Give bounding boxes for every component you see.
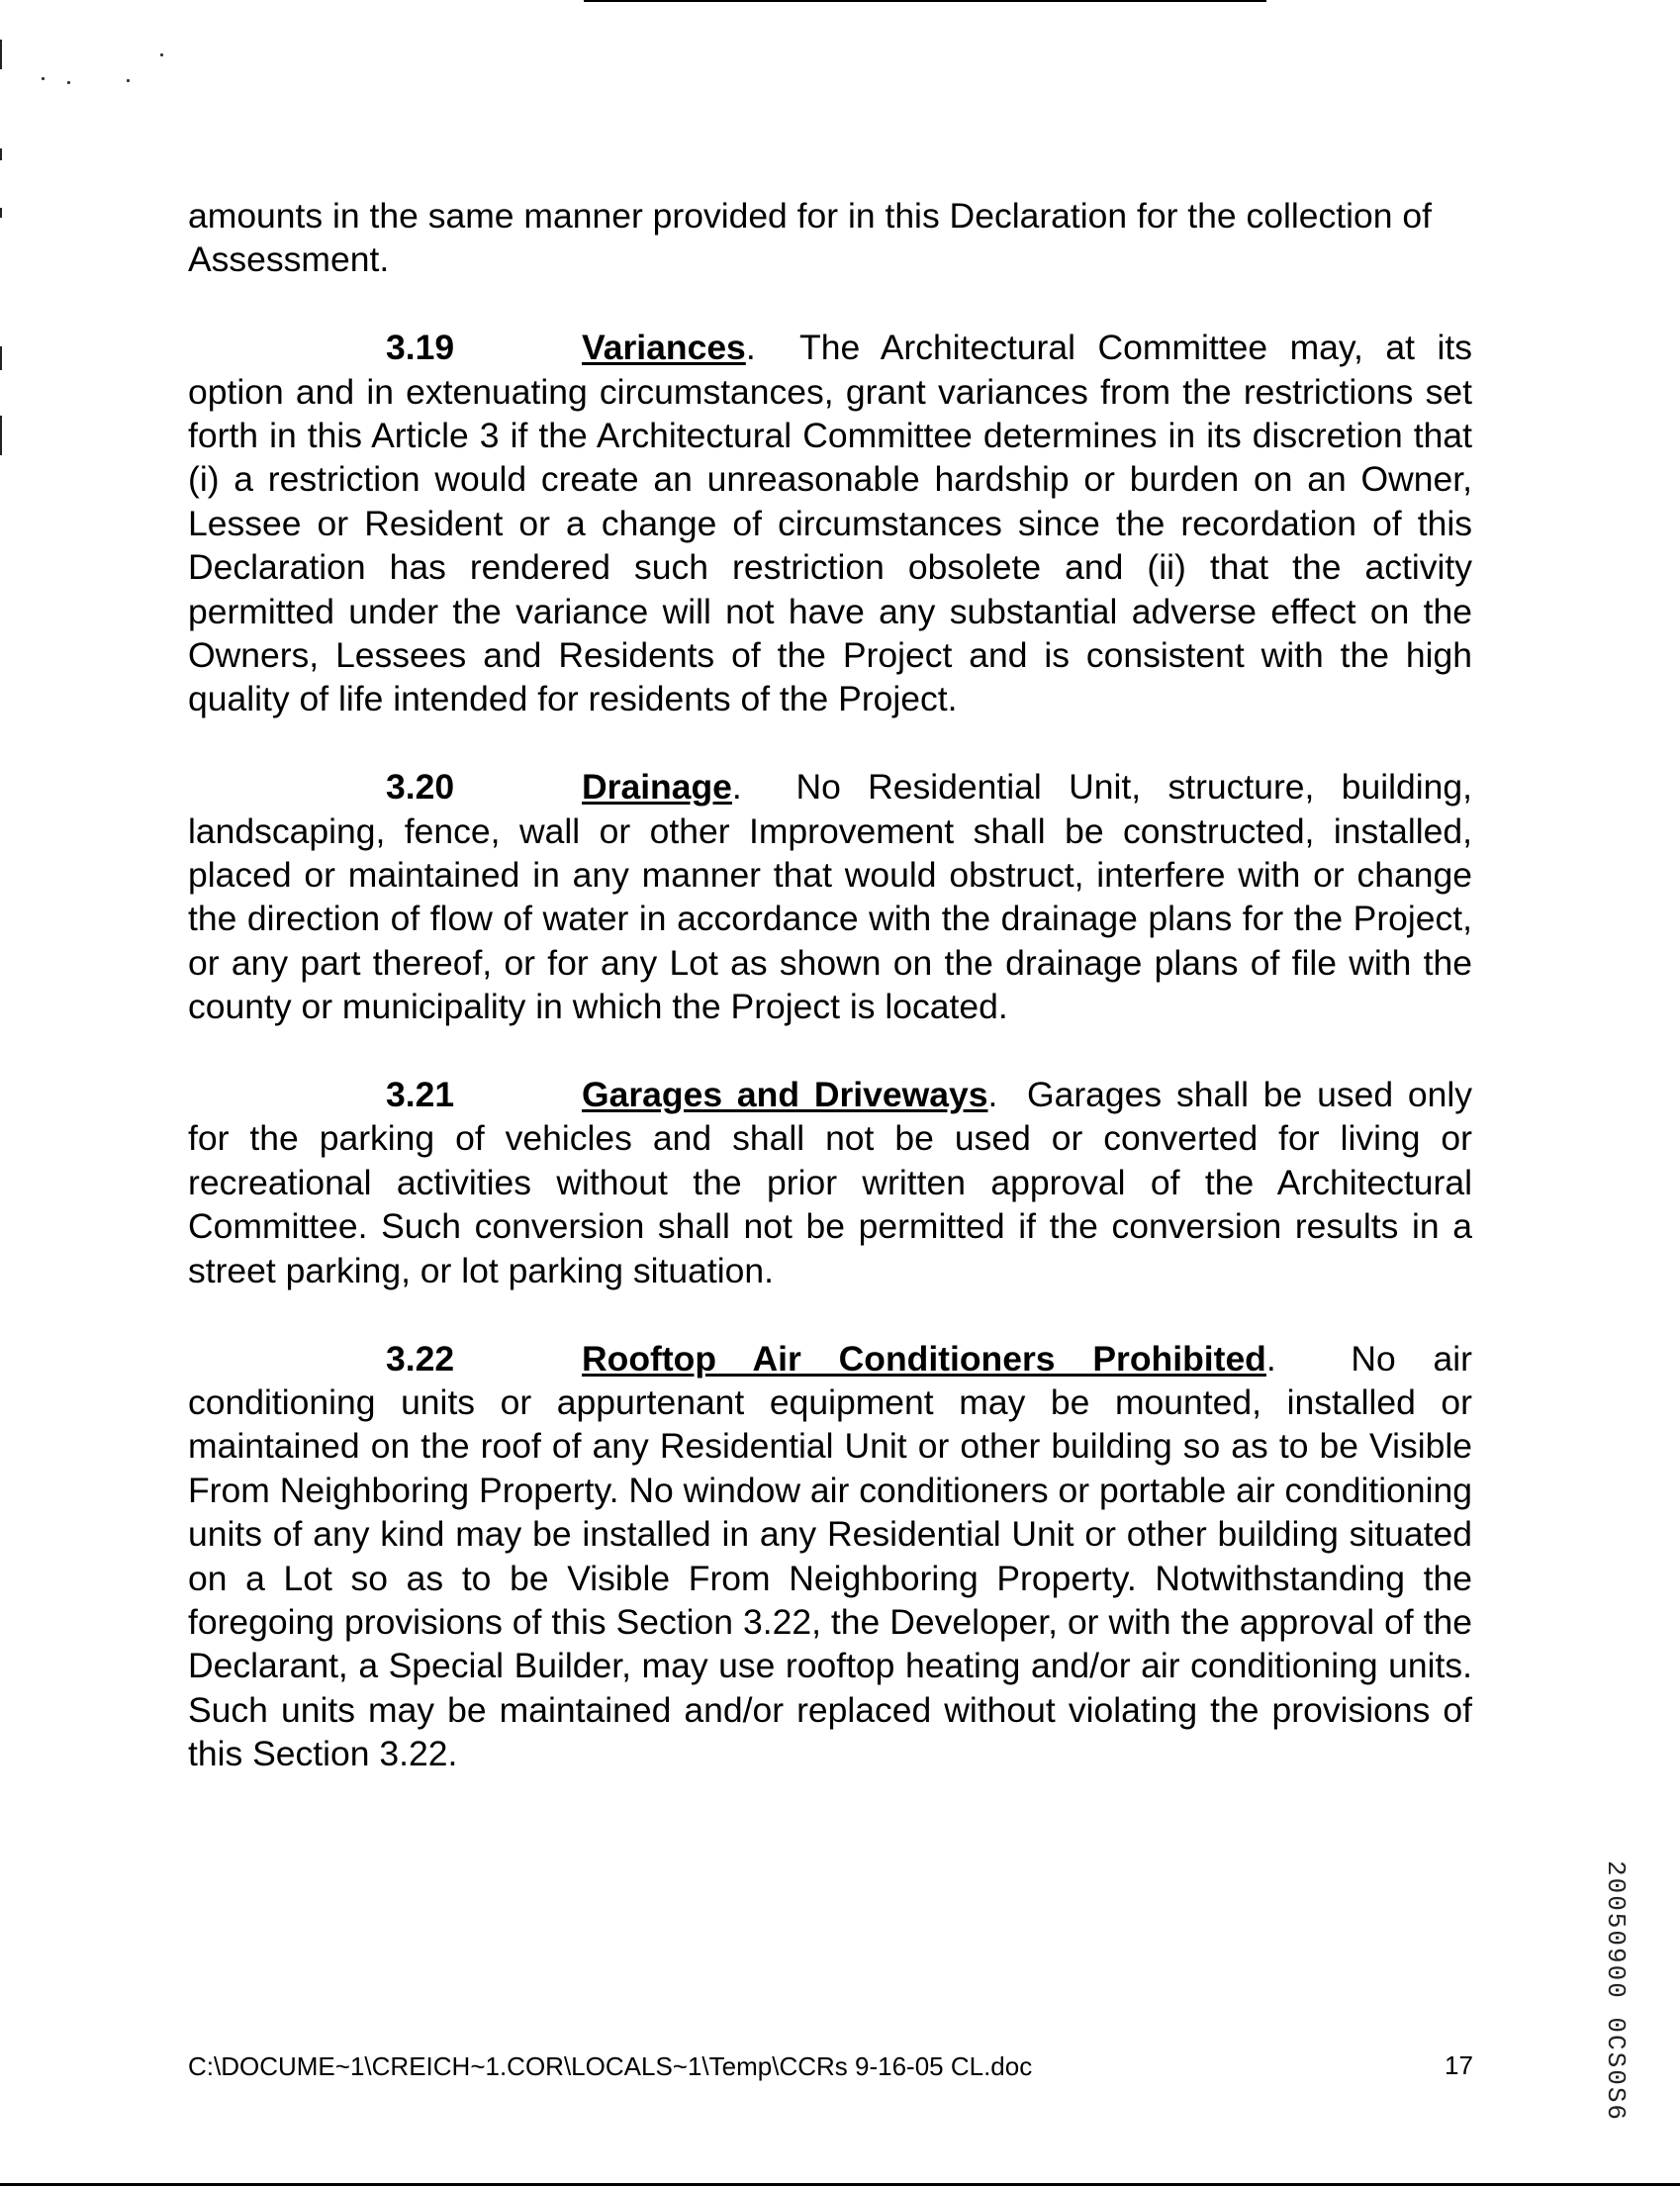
scan-speck [42, 77, 45, 80]
scan-border-top [584, 0, 1266, 2]
section-body: The Architectural Committee may, at its option and in extenuating circumstances, grant variances from the restrictions set forth in this Article 3 if the Architectural Committee determines in its discretion that (i) a restriction would create an unreasonable hardship or burden on an Owner, Lessee or Resident or a change of circumstances since the recordation of this Declaration has rendered such restriction obsolete and (ii) that the activity permitted under the variance will not have any substantial adverse effect on the Owners, Lessees and Residents of the Project and is consistent with the high quality of life intended for residents of the Project. [188, 328, 1472, 719]
scan-edge-mark [0, 208, 2, 218]
section-3-19: 3.19 Variances. The Architectural Committee may, at its option and in extenuating circumstances, grant variances from the restrictions set forth in this Article 3 if the Architectural Committee determines in its discretion that (i) a restriction would create an unreasonable hardship or burden on an Owner, Lessee or Resident or a change of circumstances since the recordation of this Declaration has rendered such restriction obsolete and (ii) that the activity permitted under the variance will not have any substantial adverse effect on the Owners, Lessees and Residents of the Project and is consistent with the high quality of life intended for residents of the Project. [188, 328, 1472, 719]
continuation-paragraph: amounts in the same manner provided for in this Declaration for the collection of Assessment. [188, 196, 1432, 280]
document-body [188, 194, 1472, 1820]
scan-speck [127, 79, 130, 82]
section-number: 3.21 [386, 1075, 455, 1115]
section-heading: Drainage [582, 767, 732, 808]
section-number: 3.19 [386, 328, 455, 368]
section-3-22: 3.22 Rooftop Air Conditioners Prohibited. No air conditioning units or appurtenant equipment may be mounted, installed or maintained on the roof of any Residential Unit or other building so as to be Visible From Neighboring Property. No window air conditioners or portable air conditioning units of any kind may be installed in any Residential Unit or other building situated on a Lot so as to be Visible From Neighboring Property. Notwithstanding the foregoing provisions of this Section 3.22, the Developer, or with the approval of the Declarant, a Special Builder, may use rooftop heating and/or air conditioning units. Such units may be maintained and/or replaced without violating the provisions of this Section 3.22. [188, 1338, 1472, 1774]
section-3-21: 3.21 Garages and Driveways. Garages shall be used only for the parking of vehicles and shall not be used or converted for living or recreational activities without the prior written approval of the Architectural Committee. Such conversion shall not be permitted if the conversion results in a street parking, or lot parking situation. [188, 1075, 1473, 1290]
footer-file-path: C:\DOCUME~1\CREICH~1.COR\LOCALS~1\Temp\CCRs 9-16-05 CL.doc [188, 2051, 1033, 2081]
scan-edge-mark [0, 346, 2, 370]
scan-edge-mark [0, 416, 2, 455]
scan-speck [67, 81, 70, 84]
section-heading: Rooftop Air Conditioners Prohibited [582, 1338, 1266, 1379]
section-number: 3.22 [386, 1338, 455, 1379]
section-body: Garages shall be used only for the parking of vehicles and shall not be used or converted for living or recreational activities without the prior written approval of the Architectural Committee. Such conversion shall not be permitted if the conversion results in a street parking, or lot parking situation. [188, 1075, 1473, 1290]
section-body: No Residential Unit, structure, building, landscaping, fence, wall or other Improvement shall be constructed, installed, placed or maintained in any manner that would obstruct, interfere with or change the direction of flow of water in accordance with the drainage plans for the Project, or any part thereof, or for any Lot as shown on the drainage plans of file with the county or municipality in which the Project is located. [188, 767, 1472, 1027]
page-number: 17 [1445, 2050, 1473, 2080]
section-number: 3.20 [386, 767, 455, 808]
scan-edge-mark [0, 148, 2, 160]
scan-speck [160, 53, 163, 56]
section-3-20: 3.20 Drainage. No Residential Unit, structure, building, landscaping, fence, wall or other Improvement shall be constructed, installed, placed or maintained in any manner that would obstruct, interfere with or change the direction of flow of water in accordance with the drainage plans for the Project, or any part thereof, or for any Lot as shown on the drainage plans of file with the county or municipality in which the Project is located. [188, 767, 1472, 1027]
section-body: No air conditioning units or appurtenant equipment may be mounted, installed or maintained on the roof of any Residential Unit or other building so as to be Visible From Neighboring Property. No window air conditioners or portable air conditioning units of any kind may be installed in any Residential Unit or other building situated on a Lot so as to be Visible From Neighboring Property. Notwithstanding the foregoing provisions of this Section 3.22, the Developer, or with the approval of the Declarant, a Special Builder, may use rooftop heating and/or air conditioning units. Such units may be maintained and/or replaced without violating the provisions of this Section 3.22. [188, 1338, 1472, 1774]
scan-border-bottom [0, 2183, 1680, 2186]
scan-edge-mark [0, 40, 2, 69]
section-heading: Garages and Driveways [582, 1075, 988, 1115]
section-heading: Variances [582, 328, 746, 368]
bates-stamp: 20050900 0CS0S6 [1601, 1860, 1631, 2123]
